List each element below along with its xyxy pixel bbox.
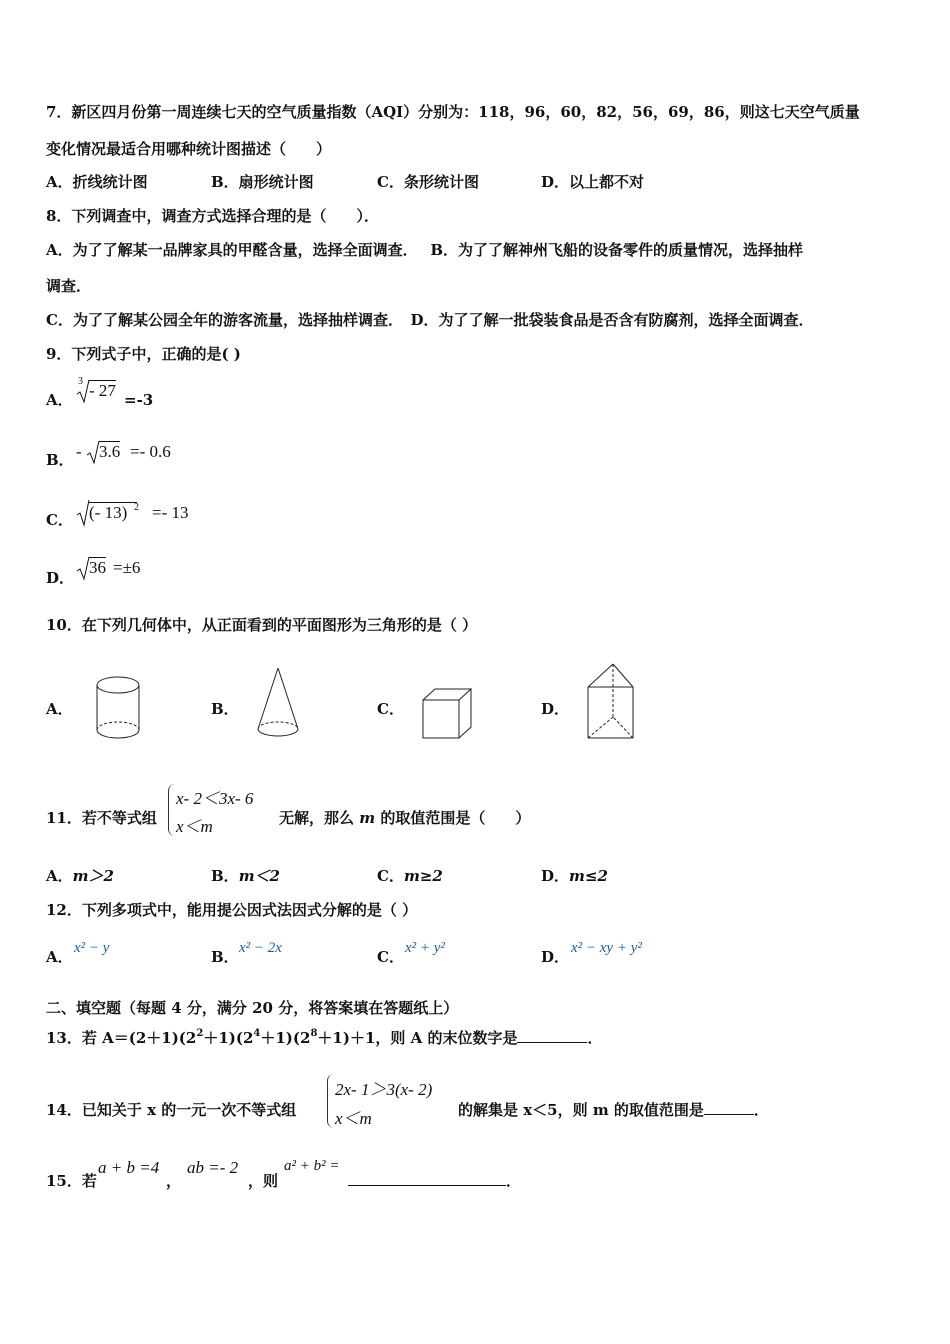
q15-answer-blank[interactable] bbox=[348, 1171, 506, 1186]
q9-d-rhs: =±6 bbox=[113, 558, 141, 577]
q15-separator: ， bbox=[166, 1172, 182, 1190]
q8-options-ab: A．为了了解某一品牌家具的甲醛含量，选择全面调查． B．为了了解神州飞船的设备零件的质量情况，选择抽样 bbox=[46, 241, 804, 259]
cone-figure bbox=[256, 666, 306, 746]
q15-stem: 15．若 bbox=[46, 1172, 97, 1190]
section-2-heading: 二、填空题（每题 4 分，满分 20 分，将答案填在答题纸上） bbox=[46, 999, 459, 1017]
q14-answer-blank[interactable] bbox=[704, 1100, 754, 1115]
q8-options-cd: C．为了了解某公园全年的游客流量，选择抽样调查． D．为了了解一批袋装食品是否含有防腐剂，选择全面调查． bbox=[46, 311, 814, 329]
q9-c-rhs: =- 13 bbox=[152, 503, 189, 522]
q10-label-c: C． bbox=[377, 700, 404, 718]
q12-label-d: D． bbox=[541, 948, 570, 966]
q15-expr-squares: a² + b² = bbox=[284, 1158, 340, 1174]
q7-option-c: C．条形统计图 bbox=[377, 173, 479, 191]
q9-label-c: C． bbox=[46, 511, 73, 529]
q9-label-a: A． bbox=[46, 391, 73, 409]
q14-system-brace bbox=[327, 1074, 334, 1128]
q10-label-b: B． bbox=[211, 700, 239, 718]
q10-label-d: D． bbox=[541, 700, 570, 718]
q14-system-line1: 2x- 1＞3(x- 2) bbox=[335, 1080, 433, 1099]
q11-stem-tail bbox=[279, 808, 530, 828]
q12-option-a-expr: x² − y bbox=[74, 940, 110, 956]
q8-stem: 8．下列调查中，调查方式选择合理的是（ ）． bbox=[46, 207, 379, 225]
q9-c-radicand: (- 13) bbox=[89, 502, 137, 523]
q14-tail: 的解集是 x＜5，则 m 的取值范围是 ． bbox=[458, 1101, 769, 1119]
q15-expr-sum: a + b =4 bbox=[98, 1158, 160, 1177]
q11-option-c: C．m≥2 bbox=[377, 867, 443, 885]
q12-option-b-expr: x² − 2x bbox=[239, 940, 282, 956]
triangular-prism-figure bbox=[585, 662, 645, 742]
q15-tail: ． bbox=[348, 1171, 521, 1191]
q15-mid: ，则 bbox=[248, 1172, 279, 1190]
q9-c-exponent: 2 bbox=[134, 502, 139, 513]
q9-d-radicand: 36 bbox=[89, 558, 106, 577]
q12-option-d-expr: x² − xy + y² bbox=[571, 940, 642, 956]
q11-option-d: D．m≤2 bbox=[541, 867, 608, 885]
q11-system-brace bbox=[168, 784, 175, 836]
q7-option-a: A．折线统计图 bbox=[46, 173, 148, 191]
q9-label-b: B． bbox=[46, 451, 74, 469]
q12-stem: 12．下列多项式中，能用提公因式法因式分解的是（ ） bbox=[46, 901, 418, 919]
q11-system-line1: x- 2＜3x- 6 bbox=[176, 789, 254, 808]
q7-stem-line2: 变化情况最适合用哪种统计图描述（ ） bbox=[46, 140, 332, 158]
q11-option-b: B．m＜2 bbox=[211, 867, 280, 885]
q11-system-line2: x＜m bbox=[176, 817, 213, 836]
q9-b-minus: - bbox=[76, 442, 82, 461]
q14-system-line2: x＜m bbox=[335, 1109, 372, 1128]
q13-text: 13．若 $A=(2+1)(2^2+1)(2^4+1)(2^8+1)+1$，则 A 的末位数字是 ． bbox=[46, 1028, 603, 1047]
q8-options-ab-continued: 调查． bbox=[46, 277, 92, 295]
q9-label-d: D． bbox=[46, 569, 75, 587]
q7-option-b: B．扇形统计图 bbox=[211, 173, 314, 191]
q9-b-radical-sign bbox=[86, 441, 100, 465]
q9-c-radical-sign bbox=[76, 500, 90, 526]
q11-option-a: A．m＞2 bbox=[46, 867, 114, 885]
q11-after-text2: 的取值范围是（ ） bbox=[380, 809, 531, 827]
q12-label-c: C． bbox=[377, 948, 404, 966]
q11-variable: m bbox=[359, 809, 376, 827]
q9-a-rhs: =-3 bbox=[124, 391, 154, 409]
q10-label-a: A． bbox=[46, 700, 73, 718]
q14-stem: 14．已知关于 x 的一元一次不等式组 bbox=[46, 1101, 297, 1119]
cylinder-figure bbox=[95, 674, 145, 744]
q7-option-d: D．以上都不对 bbox=[541, 173, 645, 191]
q12-option-c-expr: x² + y² bbox=[405, 940, 445, 956]
q12-label-a: A． bbox=[46, 948, 73, 966]
q9-a-root-index: 3 bbox=[78, 376, 83, 387]
q12-label-b: B． bbox=[211, 948, 239, 966]
q13-answer-blank[interactable] bbox=[517, 1028, 587, 1043]
q15-expr-product: ab =- 2 bbox=[187, 1158, 239, 1177]
q9-a-radicand: - 27 bbox=[89, 381, 116, 400]
q9-stem: 9．下列式子中，正确的是( ) bbox=[46, 345, 241, 363]
q11-stem: 11．若不等式组 bbox=[46, 809, 157, 827]
q9-d-radical-sign bbox=[76, 557, 90, 581]
q9-b-radicand: 3.6 bbox=[99, 442, 121, 461]
cube-figure bbox=[421, 687, 481, 747]
q11-after-text: 无解，那么 bbox=[279, 809, 355, 827]
q7-stem-line1: 7．新区四月份第一周连续七天的空气质量指数（AQI）分别为：118，96，60，82，56，69，86，则这七天空气质量 bbox=[46, 103, 860, 121]
q9-a-radical-sign bbox=[76, 380, 90, 404]
q9-b-rhs: =- 0.6 bbox=[130, 442, 171, 461]
q10-stem: 10．在下列几何体中，从正面看到的平面图形为三角形的是（ ） bbox=[46, 616, 478, 634]
